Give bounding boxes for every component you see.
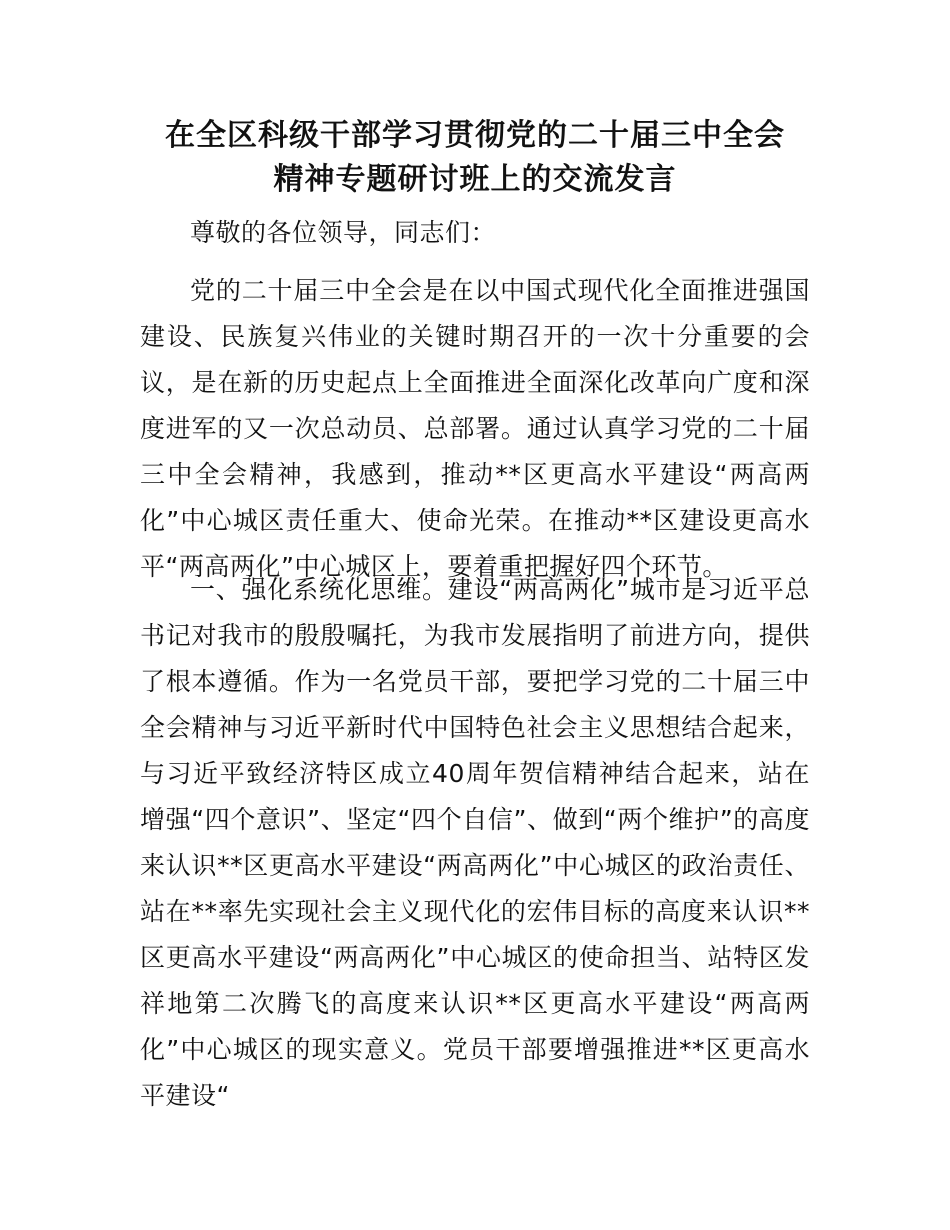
document-title-line-1: 在全区科级干部学习贯彻党的二十届三中全会 bbox=[165, 118, 785, 153]
paragraph-section-one: 一、强化系统化思维。建设“两高两化”城市是习近平总书记对我市的殷殷嘱托，为我市发展指明了前进方向，提供了根本遵循。作为一名党员干部，要把学习党的二十届三中全会精神与习近平新时代中国特色社会主义思想结合起来，与习近平致经济特区成立40周年贺信精神结合起来，站在增强“四个意识”、坚定“四个自信”、做到“两个维护”的高度来认识**区更高水平建设“两高两化”中心城区的政治责任、站在**率先实现社会主义现代化的宏伟目标的高度来认识**区更高水平建设“两高两化”中心城区的使命担当、站特区发祥地第二次腾飞的高度来认识**区更高水平建设“两高两化”中心城区的现实意义。党员干部要增强推进**区更高水平建设“ bbox=[140, 575, 810, 1110]
paragraph-intro: 党的二十届三中全会是在以中国式现代化全面推进强国建设、民族复兴伟业的关键时期召开的一次十分重要的会议，是在新的历史起点上全面推进全面深化改革向广度和深度进军的又一次总动员、总部署。通过认真学习党的二十届三中全会精神，我感到，推动**区更高水平建设“两高两化”中心城区责任重大、使命光荣。在推动**区建设更高水平“两高两化”中心城区上，要着重把握好四个环节。 bbox=[140, 276, 810, 581]
document-title-line-2: 精神专题研讨班上的交流发言 bbox=[273, 162, 677, 197]
greeting: 尊敬的各位领导，同志们： bbox=[190, 218, 497, 247]
